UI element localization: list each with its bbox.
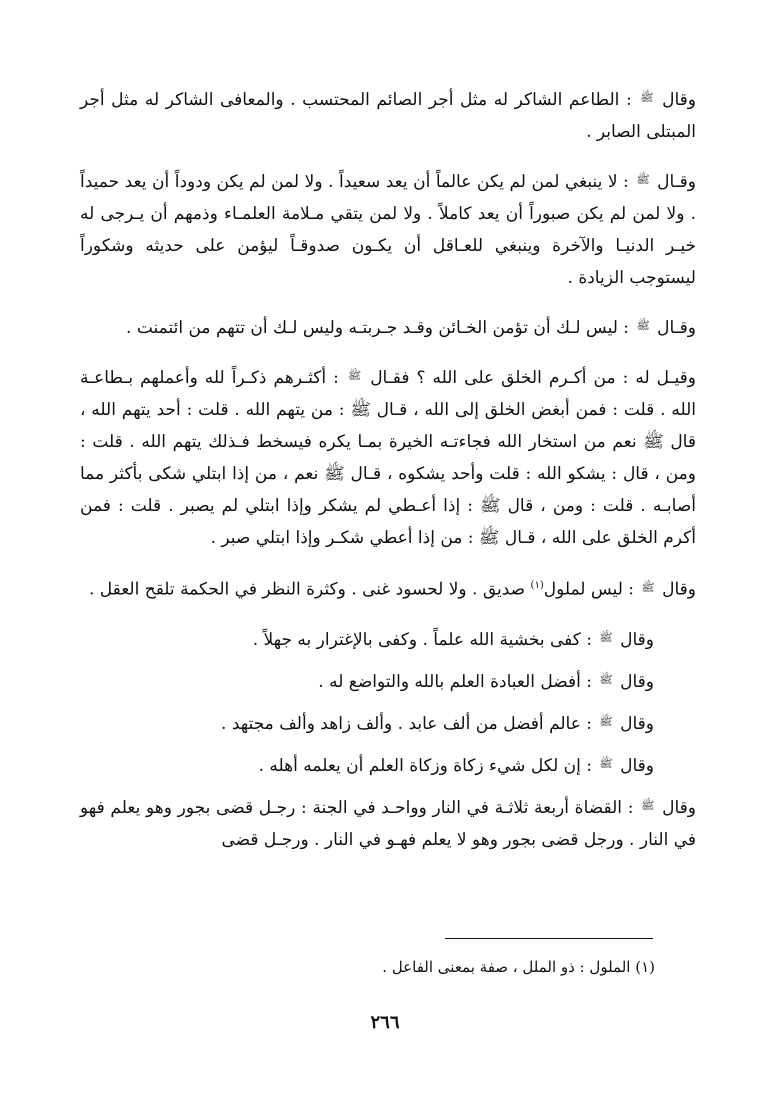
para-text: : أكثـرهم ذكـراً لله وأعملهم بـطاعـة الله . قلت : فمن أبغض الخلق إلى الله ، قـال ﷺ : من يتهم الله . قلت : أحد يتهم الله ، قال ﷺ نعم من استخار الله فجاءتـه الخيرة بمـا يكره فيسخط فـذلك يتهم الله . قلت : ومن ، قال : يشكو الله : قلت وأحد يشكوه ، قـال ﷺ نعم ، من إذا ابتلي شكى بأكثر مما أصابـه . قلت : ومن ، قال ﷺ : إذا أعـطي لم يشكر وإذا ابتلي لم يصبر . قلت : فمن أكرم الخلق على الله ، قـال ﷺ : من إذا أعطي شكـر وإذا ابتلي صبر . xyxy=(80,368,696,548)
para-text: : الطاعم الشاكر له مثل أجر الصائم المحتسب . والمعافى الشاكر له مثل أجر المبتلى الصابر . xyxy=(80,90,696,142)
honorific-glyph: ﷺ xyxy=(636,173,650,186)
para-lead: وقال xyxy=(620,713,654,734)
hadith-paragraph xyxy=(80,706,696,740)
para-text: : ليس لملول xyxy=(543,579,635,600)
para-text: : ليس لـك أن تؤمن الخـائن وقـد جـربتـه وليس لـك أن تتهم من ائتمنت . xyxy=(126,318,630,338)
page-number: ٢٦٦ xyxy=(370,1012,400,1033)
para-lead: وقيـل له : من أكـرم الخلق على الله ؟ فقـال xyxy=(370,368,697,388)
para-lead: وقال xyxy=(662,90,697,110)
hadith-paragraph xyxy=(80,790,696,856)
hadith-paragraph xyxy=(80,310,696,344)
para-lead: وقال xyxy=(662,797,697,818)
book-page-body xyxy=(80,82,696,872)
para-lead: وقـال xyxy=(657,318,696,338)
honorific-glyph: ﷺ xyxy=(641,798,655,812)
para-text: : القضاة أربعة ثلاثـة في النار وواحـد في الجنة : رجـل قضى بجور وهو يعلم فهو في النار . ورجل قضى بجور وهو لا يعلم فهـو في النار . ورجـل قضى xyxy=(80,797,696,850)
para-lead: وقال xyxy=(620,671,654,692)
footnote-divider xyxy=(445,938,653,939)
para-text: : كفى بخشية الله علماً . وكفى بالإغترار به جهلاً . xyxy=(252,629,593,650)
hadith-paragraph xyxy=(80,82,696,148)
para-lead: وقال xyxy=(662,579,696,600)
para-text-continued: صديق . ولا لحسود غنى . وكثرة النظر في الحكمة تلقح العقل . xyxy=(88,579,531,600)
honorific-glyph: ﷺ xyxy=(640,91,654,104)
honorific-glyph: ﷺ xyxy=(347,369,362,382)
hadith-paragraph xyxy=(80,748,696,782)
para-lead: وقال xyxy=(620,755,654,776)
para-lead: وقـال xyxy=(657,172,697,192)
footnote: (١) الملول : ذو الملل ، صفة بمعنى الفاعل . xyxy=(382,958,655,976)
hadith-paragraph xyxy=(80,164,696,294)
para-text: : إن لكل شيء زكاة وزكاة العلم أن يعلمه أهله . xyxy=(258,755,593,776)
honorific-glyph: ﷺ xyxy=(599,756,613,770)
para-lead: وقال xyxy=(620,629,654,650)
honorific-glyph: ﷺ xyxy=(636,319,650,332)
honorific-glyph: ﷺ xyxy=(641,580,655,594)
hadith-paragraph xyxy=(80,622,696,656)
honorific-glyph: ﷺ xyxy=(599,714,613,728)
honorific-glyph: ﷺ xyxy=(599,630,613,644)
hadith-paragraph xyxy=(80,360,696,554)
footnote-reference[interactable]: (١) xyxy=(530,580,544,591)
para-text: : أفضل العبادة العلم بالله والتواضع له . xyxy=(318,671,593,692)
para-text: : عالم أفضل من ألف عابد . وألف زاهد وألف مجتهد . xyxy=(221,713,593,734)
hadith-paragraph xyxy=(80,664,696,698)
para-text: : لا ينبغي لمن لم يكن عالماً أن يعد سعيداً . ولا لمن لم يكن ودوداً أن يعد حميداً . ولا لمن لم يكن صبوراً أن يعد كاملاً . ولا لمن يتقي مـلامة العلمـاء وذمهم أن يـرجى له خيـر الدنيـا والآخرة وينبغي للعـاقل أن يكـون صدوقـاً ليؤمن على حديثه وشكوراً ليستوجب الزيادة . xyxy=(80,172,696,288)
honorific-glyph: ﷺ xyxy=(599,672,613,686)
hadith-paragraph xyxy=(80,570,696,606)
